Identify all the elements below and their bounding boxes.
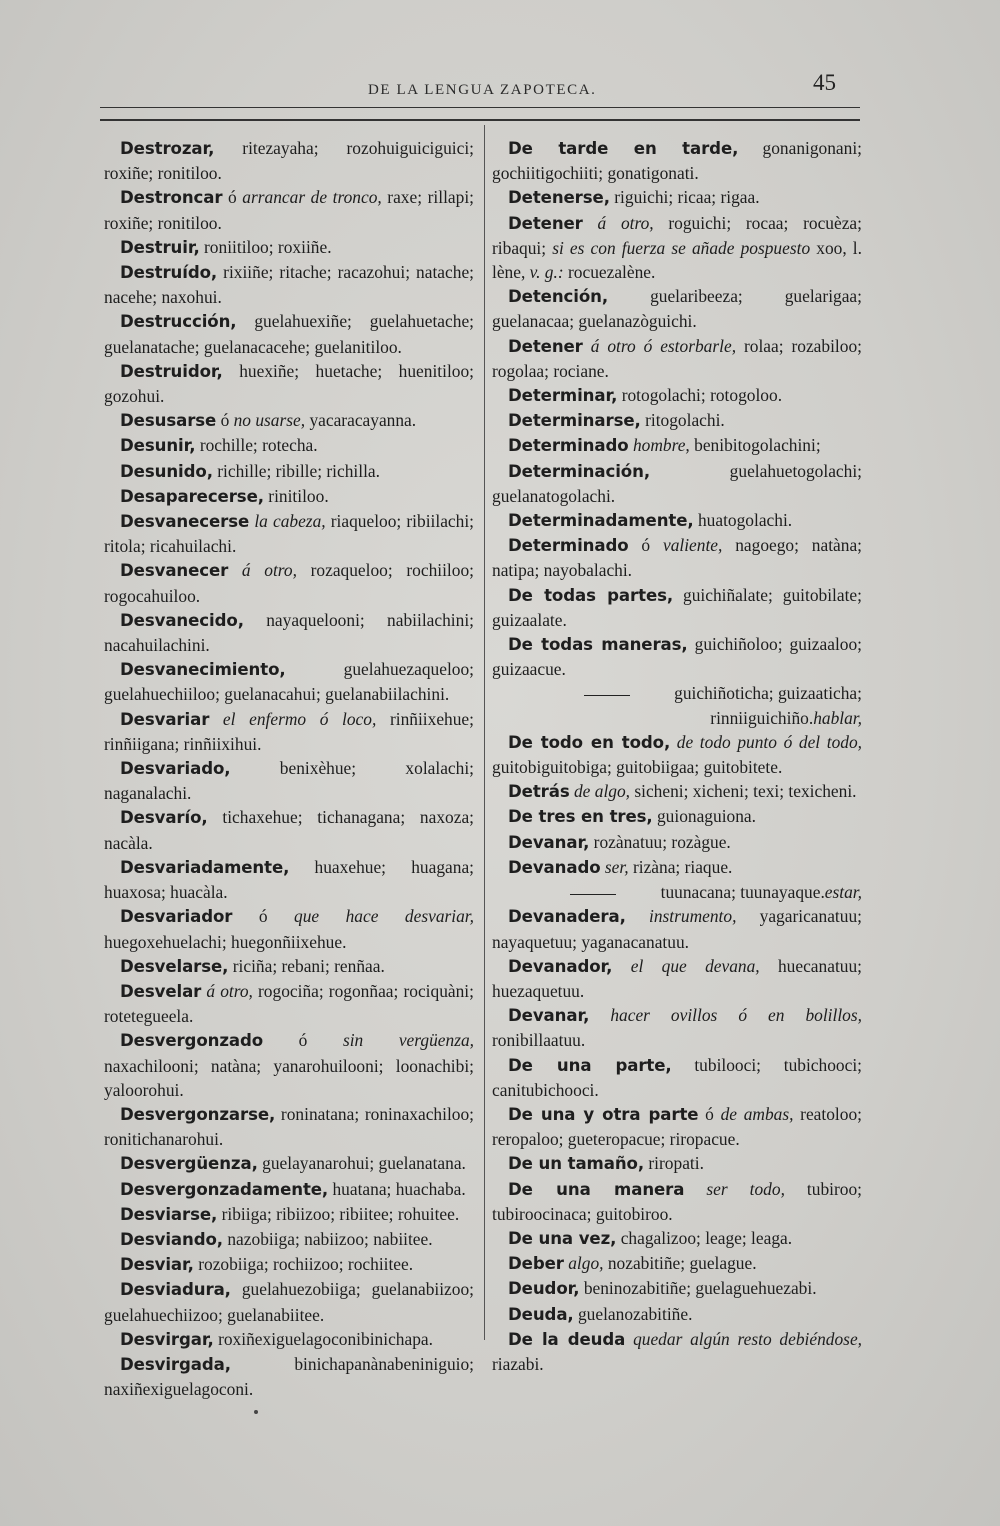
gloss-text: gonanigonani; gochiitigochiiti; gonatigonati.: [492, 138, 863, 184]
headword: Desvanecer: [120, 561, 229, 581]
gloss-italic: no usarse,: [233, 410, 306, 431]
headword: De la deuda: [508, 1329, 626, 1349]
ink-speck: [254, 1410, 258, 1414]
headword: Desvanecimiento,: [120, 660, 286, 680]
headword: Devanador,: [508, 956, 613, 976]
gloss-text: tuunacana; tuunayaque.: [656, 882, 825, 903]
gloss-text: riguichi; ricaa; rigaa.: [609, 187, 760, 208]
gloss-text: chagalizoo; leage; leaga.: [616, 1227, 793, 1248]
headword: Desvirgada,: [120, 1354, 231, 1374]
right-column: [492, 136, 862, 1376]
gloss-italic: valiente,: [662, 535, 723, 556]
gloss-italic: si es con fuerza se añade pospuesto: [552, 237, 811, 258]
gloss-text: [625, 1329, 633, 1349]
headword: Desvariador: [120, 907, 233, 927]
gloss-italic: á otro,: [597, 212, 654, 233]
headword: Desusarse: [120, 411, 217, 431]
dictionary-entry: [492, 583, 862, 632]
gloss-italic: estar,: [824, 882, 862, 903]
page-header: [100, 70, 860, 116]
gloss-text: rozànatuu; rozàgue.: [589, 831, 731, 852]
dictionary-entry: [492, 433, 862, 458]
header-rule-thick: [100, 119, 860, 121]
dictionary-entry: [104, 904, 474, 953]
dictionary-entry: [492, 408, 862, 433]
gloss-text: ritezayaha; rozohuiguiciguici; roxiñe; ronitiloo.: [104, 138, 474, 184]
headword: De una parte,: [508, 1055, 672, 1075]
page-number: 45: [813, 70, 836, 95]
headword: Destrozar,: [120, 139, 215, 158]
dictionary-entry: [492, 533, 862, 582]
dictionary-entry: [104, 657, 474, 706]
gloss-text: tichaxehue; tichanagana; naxoza; nacàla.: [104, 807, 474, 853]
dictionary-entry: [104, 1177, 474, 1202]
gloss-italic: instrumento,: [648, 906, 737, 927]
gloss-italic: á otro ó estorbarle,: [590, 335, 737, 356]
dictionary-entry: [104, 408, 474, 433]
dictionary-entry: [104, 185, 474, 234]
gloss-text: rinñiixehue; rinñiigana; rinñiixihui.: [104, 708, 474, 754]
dictionary-entry: [492, 632, 862, 681]
dictionary-entry: [104, 433, 474, 458]
gloss-italic: v. g.:: [529, 262, 564, 283]
headword: Detener: [508, 336, 583, 356]
gloss-text: ó: [628, 535, 663, 556]
headword: Determinarse,: [508, 411, 641, 431]
continuation-entry: [492, 880, 862, 904]
headword: Determinado: [508, 536, 629, 556]
gloss-text: guelanozabitiñe.: [573, 1303, 693, 1324]
headword: Desviar,: [120, 1255, 194, 1275]
gloss-italic: sin vergüenza,: [342, 1030, 474, 1051]
gloss-italic: de todo punto ó del todo,: [676, 731, 862, 752]
gloss-text: rixiiñe; ritache; racazohui; natache; nacehe; naxohui.: [104, 262, 474, 308]
headword: Desaparecerse,: [120, 486, 264, 506]
dictionary-entry: [492, 804, 862, 829]
dictionary-entry: [104, 1277, 474, 1326]
gloss-text: ó: [216, 410, 234, 431]
headword: Desvariar: [120, 709, 210, 729]
dictionary-entry: [104, 136, 474, 185]
gloss-text: [583, 336, 591, 356]
dictionary-entry: [492, 508, 862, 533]
gloss-text: [684, 1179, 706, 1199]
gloss-text: tubilooci; tubichooci; canitubichooci.: [492, 1054, 862, 1100]
dictionary-entry: [492, 1053, 862, 1102]
gloss-text: guelahuexiñe; guelahuetache; guelanatache; guelanacacehe; guelanitiloo.: [104, 311, 474, 357]
headword: Deudor,: [508, 1279, 580, 1299]
gloss-italic: á otro,: [206, 980, 253, 1001]
headword: De todas partes,: [508, 585, 674, 605]
dictionary-entry: [104, 1252, 474, 1277]
gloss-text: ribiiga; ribiizoo; ribiitee; rohuitee.: [217, 1203, 460, 1224]
gloss-italic: ser,: [604, 856, 629, 877]
gloss-text: rizàna; riaque.: [628, 856, 733, 877]
gloss-text: ó: [222, 187, 243, 208]
headword: De todas maneras,: [508, 635, 688, 655]
dictionary-entry: [104, 756, 474, 805]
gloss-italic: ser todo,: [706, 1178, 785, 1199]
headword: Devanar,: [508, 1006, 590, 1026]
gloss-text: ronibillaatuu.: [492, 1030, 586, 1051]
dictionary-entry: [492, 1226, 862, 1251]
gloss-italic: quedar algún resto debiéndose,: [633, 1328, 863, 1349]
dictionary-entry: [104, 1352, 474, 1401]
dictionary-entry: [492, 954, 862, 1003]
dictionary-entry: [104, 558, 474, 607]
gloss-text: nazobiiga; nabiizoo; nabiitee.: [223, 1228, 433, 1249]
headword: Desvergonzado: [120, 1031, 264, 1051]
gloss-text: guelahuetogolachi; guelanatogolachi.: [492, 460, 862, 506]
gloss-italic: de ambas,: [720, 1103, 794, 1124]
headword: Determinar,: [508, 386, 618, 406]
gloss-text: guionaguiona.: [652, 806, 756, 827]
gloss-text: huatana; huachaba.: [328, 1178, 466, 1199]
gloss-italic: hablar,: [813, 707, 862, 728]
gloss-italic: hacer ovillos ó en bolillos,: [610, 1005, 862, 1026]
dictionary-entry: [492, 830, 862, 855]
headword: Destruir,: [120, 237, 200, 257]
headword: Desvergonzarse,: [120, 1104, 276, 1124]
column-divider: [484, 125, 485, 1340]
dictionary-entry: [492, 459, 862, 508]
headword: Devanadera,: [508, 907, 626, 927]
headword: Desvergonzadamente,: [120, 1179, 329, 1199]
gloss-text: ritogolachi.: [640, 410, 725, 431]
gloss-text: roguichi; rocaa; rocuèza; ribaqui;: [492, 212, 862, 258]
gloss-text: riaqueloo; ribiilachi; ritola; ricahuilachi.: [104, 511, 474, 557]
dictionary-entry: [104, 979, 474, 1028]
dictionary-entry: [104, 855, 474, 904]
gloss-text: binichapanànabeniniguio; naxiñexiguelagoconi.: [104, 1353, 474, 1400]
gloss-italic: algo,: [568, 1253, 604, 1274]
dictionary-entry: [104, 608, 474, 657]
headword: De tres en tres,: [508, 807, 653, 827]
gloss-text: xoo, l. lène,: [492, 237, 862, 283]
dictionary-entry: [104, 1151, 474, 1176]
gloss-text: guelayanarohui; guelanatana.: [257, 1153, 466, 1174]
headword: Destruído,: [120, 263, 218, 283]
dictionary-entry: [492, 904, 862, 953]
gloss-text: guichiñoloo; guizaaloo; guizaacue.: [492, 634, 862, 680]
dictionary-entry: [492, 1327, 862, 1376]
headword: Detenerse,: [508, 188, 610, 208]
headword: De una y otra parte: [508, 1104, 699, 1124]
gloss-italic: hombre,: [632, 435, 690, 456]
gloss-text: nayaquelooni; nabiilachini; nacahuilachini.: [104, 609, 474, 656]
gloss-italic: á otro,: [241, 560, 297, 581]
gloss-text: benibitogolachini;: [689, 435, 821, 456]
dictionary-entry: [104, 1028, 474, 1102]
headword: Devanado: [508, 857, 601, 877]
gloss-text: rogociña; rogonñaa; rociquàni; rotetegueela.: [104, 980, 474, 1027]
gloss-text: tubiroo; tubiroocinaca; guitobiroo.: [492, 1178, 862, 1224]
dictionary-entry: [492, 1102, 862, 1151]
gloss-text: ó: [232, 906, 295, 927]
gloss-text: reatoloo; reropaloo; gueteropacue; riropacue.: [492, 1103, 862, 1150]
dictionary-entry: [492, 730, 862, 779]
headword: Desvanecerse: [120, 512, 250, 532]
gloss-text: riropati.: [644, 1153, 704, 1174]
gloss-text: guelaribeeza; guelarigaa; guelanacaa; guelanazòguichi.: [492, 286, 862, 332]
gloss-text: raxe; rillapi; roxiñe; ronitiloo.: [104, 187, 474, 233]
gloss-text: [670, 732, 677, 752]
gloss-text: nozabitiñe; guelague.: [603, 1253, 757, 1274]
dictionary-entry: [104, 1327, 474, 1352]
headword: Desviadura,: [120, 1280, 231, 1300]
gloss-text: yacaracayanna.: [305, 410, 417, 431]
dictionary-entry: [104, 509, 474, 558]
gloss-italic: el enfermo ó loco,: [222, 708, 377, 729]
dictionary-entry: [104, 1102, 474, 1151]
gloss-text: guichiñalate; guitobilate; guizaalate.: [492, 584, 862, 630]
gloss-italic: que hace desvariar,: [294, 906, 474, 927]
gloss-italic: la cabeza,: [254, 511, 326, 532]
headword: Desunido,: [120, 461, 213, 481]
headword: Desvarío,: [120, 808, 208, 828]
gloss-text: rinitiloo.: [263, 485, 329, 506]
dictionary-entry: [492, 1151, 862, 1176]
gloss-text: rolaa; rozabiloo; rogolaa; rociane.: [492, 335, 862, 381]
dictionary-entry: [104, 459, 474, 484]
gloss-text: nagoego; natàna; natipa; nayobalachi.: [492, 535, 863, 581]
repeat-dash: [584, 695, 630, 696]
gloss-text: huatogolachi.: [693, 510, 793, 531]
dictionary-entry: [104, 235, 474, 260]
headword: De una vez,: [508, 1228, 617, 1248]
gloss-text: [612, 956, 630, 976]
headword: Desvirgar,: [120, 1329, 214, 1349]
gloss-text: [228, 560, 242, 580]
dictionary-entry: [492, 334, 862, 383]
repeat-dash: [570, 894, 616, 895]
gloss-text: [209, 709, 223, 729]
gloss-text: guelahuezobiiga; guelanabiizoo; guelahuechiizoo; guelanabiitee.: [104, 1279, 474, 1325]
headword: De un tamaño,: [508, 1154, 645, 1174]
dictionary-entry: [492, 284, 862, 333]
gloss-text: ó: [698, 1103, 721, 1124]
dictionary-entry: [492, 779, 862, 804]
gloss-text: beninozabitiñe; guelaguehuezabi.: [579, 1278, 817, 1299]
dictionary-entry: [492, 211, 862, 285]
gloss-text: guitobiguitobiga; guitobiigaa; guitobitete.: [492, 757, 783, 778]
headword: Desvelar: [120, 981, 202, 1001]
gloss-text: sicheni; xicheni; texi; texicheni.: [630, 781, 857, 802]
dictionary-entry: [492, 1251, 862, 1276]
headword: Desvergüenza,: [120, 1154, 258, 1174]
headword: Destruidor,: [120, 361, 223, 381]
headword: Detención,: [508, 287, 609, 307]
dictionary-entry: [104, 1202, 474, 1227]
dictionary-entry: [104, 1227, 474, 1252]
gloss-text: rocuezalène.: [563, 262, 656, 283]
gloss-text: ó: [263, 1030, 343, 1051]
headword: Desunir,: [120, 436, 196, 456]
gloss-text: naxachilooni; natàna; yanarohuilooni; loonachibi; yaloorohui.: [104, 1055, 474, 1100]
dictionary-entry: [104, 309, 474, 358]
headword: Destrucción,: [120, 312, 237, 332]
headword: De una manera: [508, 1179, 685, 1199]
headword: Destroncar: [120, 188, 223, 208]
dictionary-entry: [104, 954, 474, 979]
dictionary-entry: [104, 805, 474, 854]
headword: Desvariadamente,: [120, 857, 290, 877]
gloss-text: yagaricanatuu; nayaquetuu; yaganacanatuu.: [492, 906, 862, 952]
headword: Determinadamente,: [508, 511, 694, 531]
headword: Desvanecido,: [120, 610, 244, 630]
dictionary-entry: [104, 260, 474, 309]
running-title: DE LA LENGUA ZAPOTECA.: [368, 82, 597, 98]
gloss-text: [589, 1005, 610, 1025]
headword: Deuda,: [508, 1304, 574, 1324]
gloss-text: roniitiloo; roxiiñe.: [199, 236, 332, 257]
headword: Devanar,: [508, 832, 590, 852]
gloss-italic: el que devana,: [630, 955, 760, 976]
gloss-text: rozaqueloo; rochiiloo; rogocahuiloo.: [104, 560, 474, 606]
dictionary-entry: [492, 185, 862, 210]
gloss-text: guichiñoticha; guizaaticha; rinniiguichiño.: [669, 683, 862, 728]
continuation-entry: [492, 681, 862, 729]
gloss-text: huecanatuu; huezaquetuu.: [492, 955, 862, 1001]
gloss-text: riazabi.: [492, 1353, 544, 1374]
headword: Desviando,: [120, 1229, 224, 1249]
gloss-text: [583, 213, 598, 233]
gloss-text: richille; ribille; richilla.: [212, 460, 380, 481]
dictionary-entry: [492, 1302, 862, 1327]
headword: Determinación,: [508, 461, 651, 481]
gloss-text: roxiñexiguelagoconibinichapa.: [213, 1328, 433, 1349]
gloss-text: rochille; rotecha.: [195, 435, 318, 456]
header-rule-thin: [100, 107, 860, 108]
gloss-text: [626, 906, 649, 926]
gloss-text: benixèhue; xolalachi; naganalachi.: [104, 758, 474, 804]
gloss-text: roninatana; roninaxachiloo; ronitichanarohui.: [104, 1103, 474, 1150]
headword: Deber: [508, 1254, 564, 1274]
dictionary-entry: [104, 707, 474, 756]
gloss-text: huaxehue; huagana; huaxosa; huacàla.: [104, 856, 474, 903]
dictionary-entry: [492, 136, 862, 185]
gloss-text: riciña; rebani; renñaa.: [228, 955, 385, 976]
dictionary-entry: [104, 359, 474, 408]
headword: De todo en todo,: [508, 732, 671, 752]
dictionary-entry: [492, 1276, 862, 1301]
dictionary-entry: [492, 383, 862, 408]
headword: Determinado: [508, 436, 629, 456]
dictionary-entry: [492, 855, 862, 880]
gloss-text: rozobiiga; rochiizoo; rochiitee.: [193, 1254, 414, 1275]
headword: De tarde en tarde,: [508, 139, 739, 158]
gloss-text: huexiñe; huetache; huenitiloo; gozohui.: [104, 360, 474, 407]
gloss-text: huegoxehuelachi; huegonñiixehue.: [104, 931, 347, 952]
gloss-text: rotogolachi; rotogoloo.: [617, 385, 783, 406]
gloss-italic: de algo,: [573, 781, 631, 802]
headword: Detrás: [508, 782, 570, 802]
headword: Detener: [508, 213, 583, 233]
headword: Desvelarse,: [120, 956, 229, 976]
dictionary-entry: [492, 1003, 862, 1052]
headword: Desviarse,: [120, 1204, 218, 1224]
dictionary-entry: [104, 484, 474, 509]
headword: Desvariado,: [120, 759, 231, 779]
gloss-text: guelahuezaqueloo; guelahuechiiloo; guelanacahui; guelanabiilachini.: [104, 659, 474, 705]
dictionary-entry: [492, 1177, 862, 1226]
left-column: [104, 136, 474, 1401]
gloss-italic: arrancar de tronco,: [242, 187, 382, 208]
